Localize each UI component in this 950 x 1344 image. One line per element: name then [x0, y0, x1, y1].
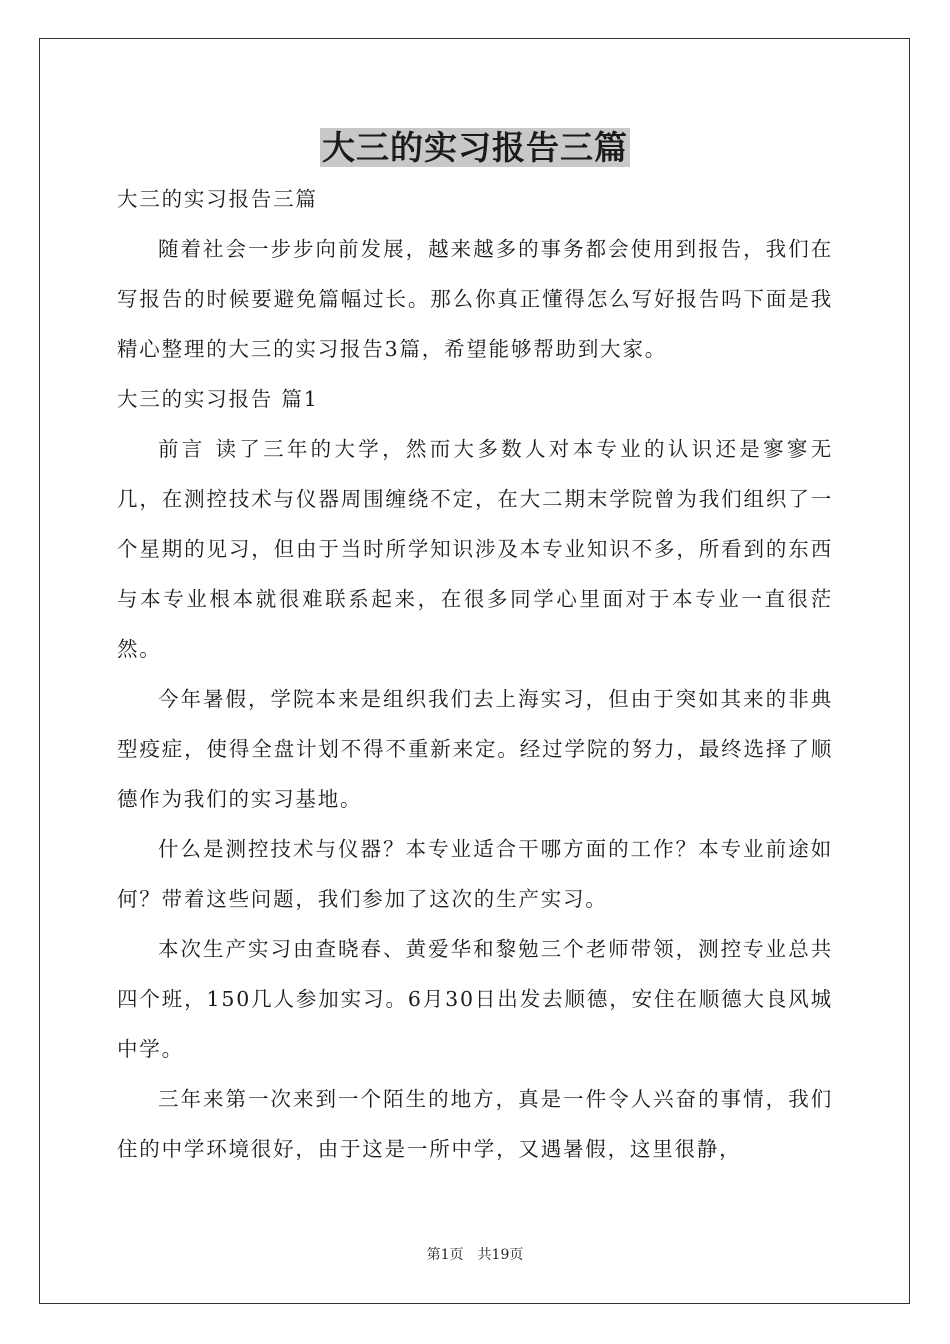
document-subtitle: 大三的实习报告三篇	[117, 187, 318, 211]
section-heading: 大三的实习报告 篇1	[117, 387, 319, 411]
document-title-text: 大三的实习报告三篇	[322, 128, 628, 167]
document-body	[117, 174, 833, 1174]
document-title	[0, 124, 950, 172]
paragraph: 本次生产实习由查晓春、黄爱华和黎勉三个老师带领，测控专业总共四个班，150几人参加实习。6月30日出发去顺德，安住在顺德大良风城中学。	[117, 937, 833, 1061]
paragraph: 今年暑假，学院本来是组织我们去上海实习，但由于突如其来的非典型疫症，使得全盘计划不得不重新来定。经过学院的努力，最终选择了顺德作为我们的实习基地。	[117, 687, 833, 811]
paragraph: 三年来第一次来到一个陌生的地方，真是一件令人兴奋的事情，我们住的中学环境很好，由于这是一所中学，又遇暑假，这里很静，	[117, 1087, 833, 1161]
paragraph: 什么是测控技术与仪器？本专业适合干哪方面的工作？本专业前途如何？带着这些问题，我们参加了这次的生产实习。	[117, 837, 833, 911]
page-number-footer: 第1页 共19页	[426, 1247, 524, 1263]
paragraph: 前言 读了三年的大学，然而大多数人对本专业的认识还是寥寥无几，在测控技术与仪器周围缠绕不定，在大二期末学院曾为我们组织了一个星期的见习，但由于当时所学知识涉及本专业知识不多，所看到的东西与本专业根本就很难联系起来，在很多同学心里面对于本专业一直很茫然。	[117, 437, 833, 661]
paragraph-intro: 随着社会一步步向前发展，越来越多的事务都会使用到报告，我们在写报告的时候要避免篇幅过长。那么你真正懂得怎么写好报告吗下面是我精心整理的大三的实习报告3篇，希望能够帮助到大家。	[117, 237, 833, 361]
